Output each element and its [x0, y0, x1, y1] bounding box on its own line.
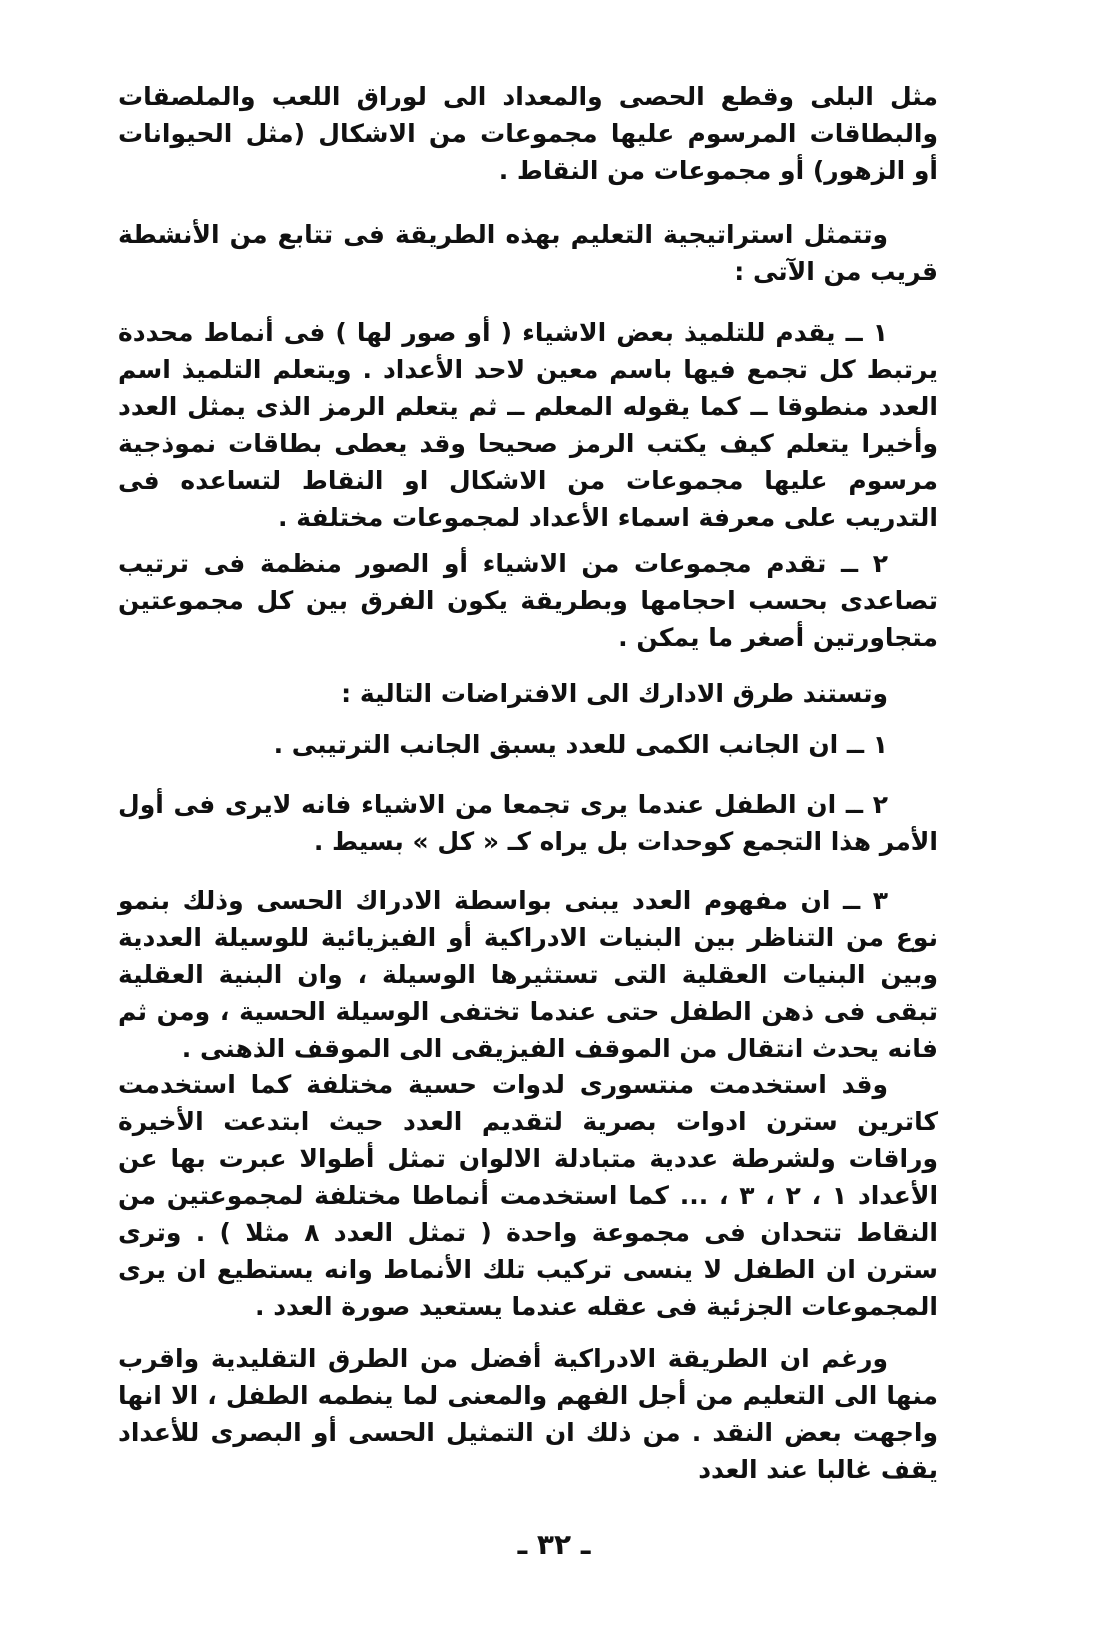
paragraph-assumptions-intro: وتستند طرق الادارك الى الافتراضات التالية :: [341, 679, 888, 708]
paragraph-assumption-2: ٢ ــ ان الطفل عندما يرى تجمعا من الاشياء فانه لايرى فى أول الأمر هذا التجمع كوحدات بل يراه كـ « كل » بسيط .: [118, 790, 938, 856]
paragraph-materials: مثل البلى وقطع الحصى والمعداد الى لوراق اللعب والملصقات والبطاقات المرسوم عليها مجموعات من الاشكال (مثل الحيوانات أو الزهور) أو مجموعات من النقاط .: [118, 82, 938, 185]
paragraph-assumption-1: ١ ــ ان الجانب الكمى للعدد يسبق الجانب الترتيبى .: [273, 730, 888, 759]
paragraph-montessori-stern: وقد استخدمت منتسورى لدوات حسية مختلفة كما استخدمت كاترين سترن ادوات بصرية لتقديم العدد حيث ابتدعت الأخيرة وراقات ولشرطة عددية متبادلة الالوان تمثل أطوالا عبرت بها عن الأعداد ١ ، ٢ ، ٣ ، ... كما استخدمت أنماطا مختلفة لمجموعتين من النقاط تتحدان فى مجموعة واحدة ( تمثل العدد ٨ مثلا ) . وترى سترن ان الطفل لا ينسى تركيب تلك الأنماط وانه يستطيع ان يرى المجموعات الجزئية فى عقله عندما يستعيد صورة العدد .: [118, 1070, 939, 1321]
page-number: ـ ٣٢ ـ: [517, 1528, 591, 1561]
paragraph-step-1: ١ ــ يقدم للتلميذ بعض الاشياء ( أو صور لها ) فى أنماط محددة يرتبط كل تجمع فيها باسم معين لاحد الأعداد . ويتعلم التلميذ اسم العدد منطوقا ــ كما يقوله المعلم ــ ثم يتعلم الرمز الذى يمثل العدد وأخيرا يتعلم كيف يكتب الرمز صحيحا وقد يعطى بطاقات نموذجية مرسوم عليها مجموعات من الاشكال او النقاط لتساعده فى التدريب على معرفة اسماء الأعداد لمجموعات مختلفة .: [118, 318, 938, 532]
paragraph-strategy-intro: وتتمثل استراتيجية التعليم بهذه الطريقة فى تتابع من الأنشطة قريب من الآتى :: [118, 220, 938, 286]
paragraph-criticism: ورغم ان الطريقة الادراكية أفضل من الطرق التقليدية واقرب منها الى التعليم من أجل الفهم والمعنى لما ينطمه الطفل ، الا انها واجهت بعض النقد . من ذلك ان التمثيل الحسى أو البصرى للأعداد يقف غالبا عند العدد: [118, 1344, 938, 1484]
paragraph-assumption-3: ٣ ــ ان مفهوم العدد يبنى بواسطة الادراك الحسى وذلك بنمو نوع من التناظر بين البنيات الادراكية أو الفيزيائية للوسيلة العددية وبين البنيات العقلية التى تستثيرها الوسيلة ، وان البنية العقلية تبقى فى ذهن الطفل حتى عندما تختفى الوسيلة الحسية ، ومن ثم فانه يحدث انتقال من الموقف الفيزيقى الى الموقف الذهنى .: [118, 886, 938, 1063]
paragraph-step-2: ٢ ــ تقدم مجموعات من الاشياء أو الصور منظمة فى ترتيب تصاعدى بحسب احجامها وبطريقة يكون الفرق بين كل مجموعتين متجاورتين أصغر ما يمكن .: [118, 549, 938, 652]
